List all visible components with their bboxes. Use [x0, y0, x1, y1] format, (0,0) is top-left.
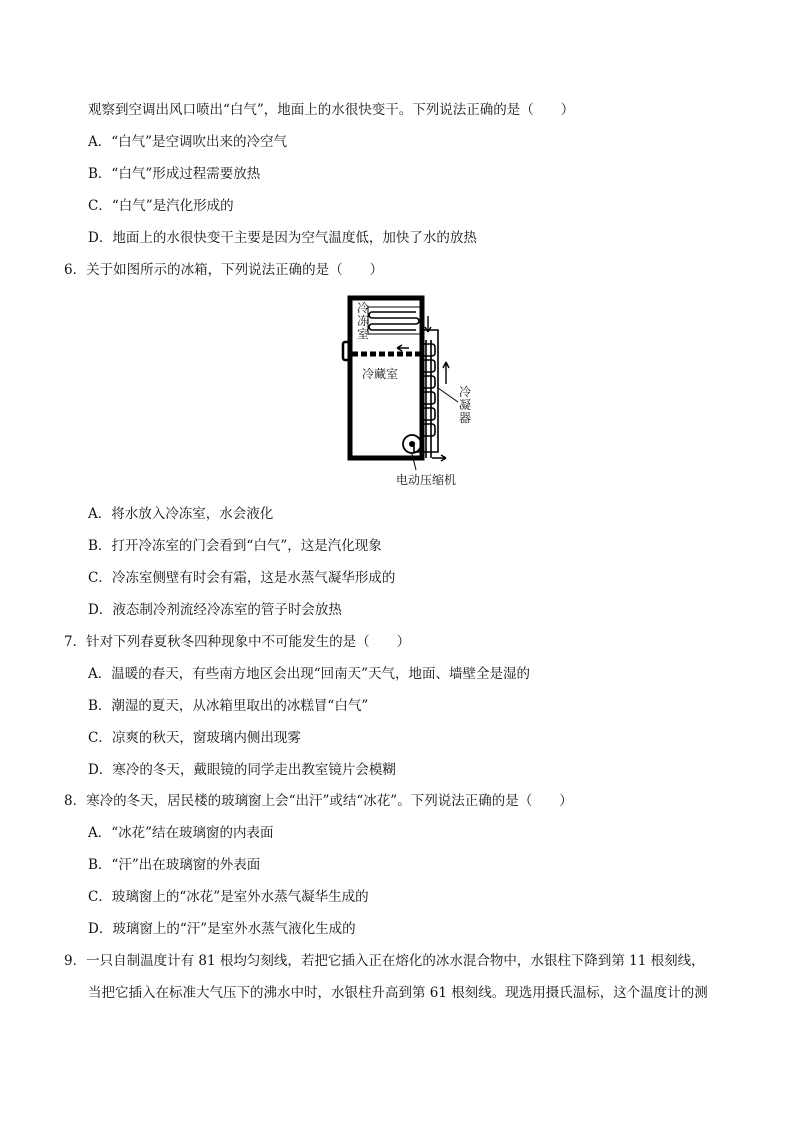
freezer-label: 冷冻室 [356, 301, 369, 341]
q9-stem-continued: 当把它插入在标准大气压下的沸水中时，水银柱升高到第 61 根刻线。现选用摄氏温标，这个温度计的测 [88, 985, 708, 1001]
q9-stem: 9．一只自制温度计有 81 根均匀刻线，若把它插入正在熔化的冰水混合物中，水银柱下降到第 11 根刻线， [64, 953, 705, 969]
q8-stem: 8．寒冷的冬天，居民楼的玻璃窗上会“出汗”或结“冰花”。下列说法正确的是（ ） [64, 793, 573, 809]
flow-arrow-left-icon [397, 345, 409, 351]
flow-arrow-down-icon [425, 316, 431, 332]
q5-stem-continued: 观察到空调出风口喷出“白气”，地面上的水很快变干。下列说法正确的是（ ） [88, 102, 575, 118]
q6-stem: 6．关于如图所示的冰箱，下列说法正确的是（ ） [64, 262, 384, 278]
condenser-label: 冷凝器 [458, 385, 471, 425]
q8-option-b: B．“汗”出在玻璃窗的外表面 [88, 857, 261, 873]
door-handle [343, 342, 351, 360]
q5-option-a: A．“白气”是空调吹出来的冷空气 [88, 134, 288, 150]
q5-option-c: C．“白气”是汽化形成的 [88, 198, 234, 214]
compressor-label: 电动压缩机 [396, 473, 457, 487]
flow-arrow-up-icon [443, 362, 449, 384]
flow-arrow-right-icon [432, 455, 446, 461]
q8-option-c: C．玻璃窗上的“冰花”是室外水蒸气凝华生成的 [88, 889, 369, 905]
q6-option-b: B．打开冷冻室的门会看到“白气”，这是汽化现象 [88, 538, 382, 554]
q6-option-d: D．液态制冷剂流经冷冻室的管子时会放热 [88, 602, 342, 618]
q7-option-b: B．潮湿的夏天，从冰箱里取出的冰糕冒“白气” [88, 698, 369, 714]
q5-option-b: B．“白气”形成过程需要放热 [88, 166, 261, 182]
fridge-compartment-label: 冷藏室 [362, 367, 399, 381]
condenser-pointer [438, 388, 458, 402]
q6-option-a: A．将水放入冷冻室，水会液化 [88, 506, 274, 522]
condenser-pipe [426, 340, 431, 458]
q6-option-c: C．冷冻室侧壁有时会有霜，这是水蒸气凝华形成的 [88, 570, 396, 586]
evaporator-coil [369, 312, 419, 330]
q5-option-d: D．地面上的水很快变干主要是因为空气温度低，加快了水的放热 [88, 230, 477, 246]
q7-option-c: C．凉爽的秋天，窗玻璃内侧出现雾 [88, 730, 301, 746]
q8-option-a: A．“冰花”结在玻璃窗的内表面 [88, 825, 274, 841]
q7-stem: 7．针对下列春夏秋冬四种现象中不可能发生的是（ ） [64, 634, 411, 650]
q7-option-a: A．温暖的春天，有些南方地区会出现“回南天”天气，地面、墙壁全是湿的 [88, 666, 531, 682]
q7-option-d: D．寒冷的冬天，戴眼镜的同学走出教室镜片会模糊 [88, 762, 396, 778]
refrigerator-diagram [334, 292, 484, 492]
q8-option-d: D．玻璃窗上的“汗”是室外水蒸气液化生成的 [88, 921, 356, 937]
